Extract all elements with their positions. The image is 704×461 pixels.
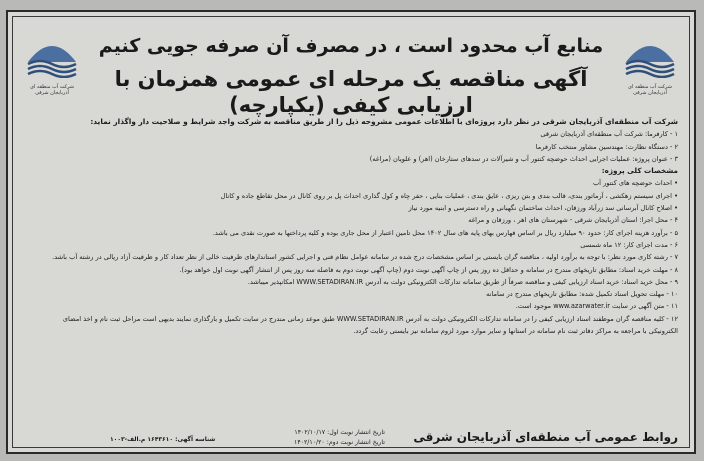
company-logo-left [24,34,80,94]
advertisement-page [6,10,696,454]
body-line: ۲ - دستگاه نظارت: مهندسین مشاور منتخب کارفرما [535,142,678,151]
publish-dates [294,428,385,448]
body-line: ۱۲ - کلیه مناقصه گران موظفند اسناد ارزیابی کیفی را در سامانه تدارکات الکترونیکی دولت به آدرس WWW.SETADIRAN.IR طبق موعد زمانی مندرج در سایت تکمیل و بارگذاری نمایند بدیهی است مراحل ثبت نام و اخذ امضای [62,314,678,323]
body-line: شرکت آب منطقه‌ای آذربایجان شرقی در نظر دارد پروژه‌ای با اطلاعات عمومی مشروحه ذیل را از طریق مناقصه به شرکت واجد شرایط و صلاحیت دار واگذار نماید: [90,117,678,126]
publisher-name: روابط عمومی آب منطقه‌ای آذربایجان شرقی [413,430,678,444]
company-logo-right [622,34,678,94]
logo-caption: شرکت آب منطقه ای آذربایجان شرقی [628,84,672,96]
body-line: ۳ - عنوان پروژه: عملیات اجرایی احداث حوضچه کنتور آب و شیرآلات در سدهای ستارخان (اهر) و علویان (مراغه) [369,154,678,163]
body-line: ۴ - محل اجرا: استان آذربایجان شرقی - شهرستان های اهر ، ورزقان و مراغه [468,216,678,225]
body-line: ۶ - مدت اجرای کار: ۱۲ ماه شمسی [580,240,678,249]
water-wave-logo-icon [24,34,80,78]
body-line: • اصلاح کانال آبرسانی سد زرآباد ورزقان، احداث ساختمان نگهبانی و راه دسترسی و ابنیه مورد نیاز [408,204,678,213]
body-line: ۵ - برآورد هزینه اجرای کار: حدود ۹۰ میلیارد ریال بر اساس فهارس بهای پایه های سال ۱۴۰۲ محل تامین اعتبار از محل جاری بوده و کلیه پرداختها به صورت نقدی می باشد. [212,228,678,237]
body-line: ۷ - رشته کاری مورد نظر: با توجه به برآورد اولیه ، مناقصه گران بایستی بر اساس مشخصات درج شده در سامانه عوامل نظام فنی و اجرایی کشور استاندارهای ظرفیت خالی از نظر تعداد کار و ظرفیت آزاد ریالی در رشته آب باشد. [52,253,678,262]
ad-id: شناسه آگهی: ۱۶۴۳۶۱۰ م.الف-۱۰۰۳ [110,436,216,443]
body-line: • اجرای سیستم زهکشی ، آرماتور بندی، قالب بندی و بتن ریزی ، عایق بندی ، عملیات بنایی ، حفر چاه و کول گذاری احداث پل بر روی کانال در محل تقاطع جاده و کانال [220,191,678,200]
logo-caption: شرکت آب منطقه ای آذربایجان شرقی [30,84,74,96]
body-line: ۱۱ - متن آگهی در سایت www.azarwater.ir موجود است. [515,302,678,311]
date-first: تاریخ انتشار نوبت اول: ۱۴۰۲/۱۰/۱۷ [294,429,386,436]
water-wave-logo-icon [622,34,678,78]
body-line: ۱۰ - مهلت تحویل اسناد تکمیل شده: مطابق تاریخهای مندرج در سامانه [486,290,678,299]
body-line: الکترونیکی با مراجعه به مراکز دفاتر ثبت نام سامانه در استانها و سایر موارد مورد لزوم سامانه نیز بایستی رعایت گردد. [353,327,678,336]
slogan-title: منابع آب محدود است ، در مصرف آن صرفه جویی کنیم [98,35,604,57]
body-line: ۹ - محل خرید اسناد: خرید اسناد ارزیابی کیفی و مناقصه صرفاً از طریق سامانه تدارکات الکترونیکی دولت به آدرس WWW.SETADIRAN.IR امکانپذیر میباشد. [247,277,678,286]
body-line: مشخصات کلی پروژه: [601,166,678,176]
body-line: ۸ - مهلت خرید اسناد: مطابق تاریخهای مندرج در سامانه و حداقل ده روز پس از چاپ آگهی نوبت دوم (چاپ آگهی نوبت دوم به فاصله سه روز پس از انتشار آگهی نوبت اول خواهد بود). [179,265,678,274]
body-line: ۱ - کارفرما: شرکت آب منطقه‌ای آذربایجان شرقی [540,130,678,139]
date-second: تاریخ انتشار نوبت دوم: ۱۴۰۲/۱۰/۲۰ [294,439,386,446]
tender-title: آگهی مناقصه یک مرحله ای عمومی همزمان با ارزیابی کیفی (یکپارچه) [114,67,588,117]
body-line: • احداث حوضچه های کنتور آب [592,179,678,188]
tender-body [24,116,678,337]
footer [24,426,678,452]
